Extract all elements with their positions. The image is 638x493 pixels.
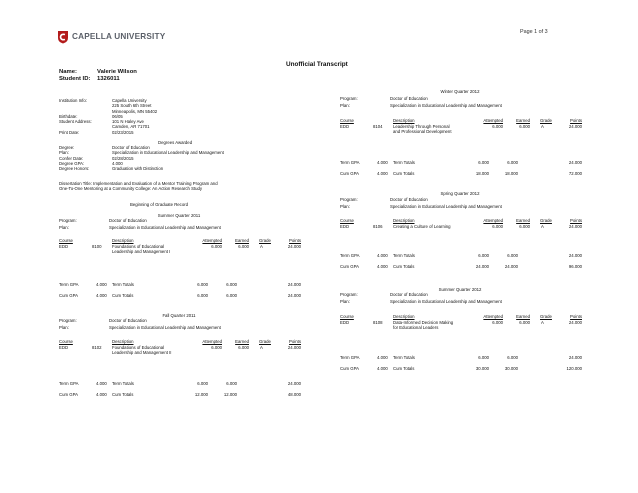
col-header-earned: Earned xyxy=(516,314,530,319)
cum-points: 48.000 xyxy=(287,392,301,397)
term-gpa-value: 4.000 xyxy=(377,253,388,258)
term-attempted: 6.000 xyxy=(478,355,489,360)
col-header-earned: Earned xyxy=(235,339,249,344)
degree-value: Doctor of Education xyxy=(112,145,150,150)
course-points: 24.000 xyxy=(568,124,582,129)
course-description: Foundations of Educational xyxy=(112,345,165,350)
course-number: 8102 xyxy=(92,345,102,350)
course-number: 8104 xyxy=(373,124,383,129)
term-gpa-value: 4.000 xyxy=(377,160,388,165)
course-attempted: 6.000 xyxy=(492,224,503,229)
cum-gpa-label: Cum GPA xyxy=(59,392,79,397)
course-earned: 6.000 xyxy=(519,224,530,229)
course-description: Leadership Through Personal xyxy=(393,124,450,129)
program-value: Doctor of Education xyxy=(390,292,428,297)
cum-gpa-label: Cum GPA xyxy=(340,264,360,269)
plan-value: Specialization in Educational Leadership and Management xyxy=(390,299,502,304)
cum-totals-label: Cum Totals xyxy=(393,171,415,176)
program-label: Program: xyxy=(340,96,358,101)
degree-value: Graduation with Distinction xyxy=(112,166,164,172)
birthdate-label: Birthdate: xyxy=(59,114,78,119)
plan-label: Plan: xyxy=(340,204,350,209)
cum-gpa-value: 4.000 xyxy=(96,392,107,397)
plan-value: Specialization in Educational Leadership and Management xyxy=(109,225,221,230)
cum-gpa-value: 4.000 xyxy=(377,171,388,176)
term-gpa-label: Term GPA xyxy=(340,355,360,360)
program-value: Doctor of Education xyxy=(109,218,147,223)
cum-attempted: 18.000 xyxy=(475,171,489,176)
term-totals-label: Term Totals xyxy=(112,381,134,386)
cum-points: 72.000 xyxy=(568,171,582,176)
degree-values xyxy=(112,145,224,171)
course-points: 24.000 xyxy=(287,345,301,350)
degree-label: Degree GPA: xyxy=(59,160,85,166)
transcript-title: Unofficial Transcript xyxy=(286,61,348,68)
col-header-course: Course xyxy=(340,314,354,319)
course-grade: A xyxy=(541,124,544,129)
term-gpa-value: 4.000 xyxy=(377,355,388,360)
term-totals-label: Term Totals xyxy=(393,253,415,258)
term-title: Summer Quarter 2011 xyxy=(157,213,201,218)
course-description-line2: for Educational Leaders xyxy=(393,325,439,331)
capella-logo-icon xyxy=(56,30,70,44)
term-attempted: 6.000 xyxy=(478,160,489,165)
term-points: 24.000 xyxy=(568,253,582,258)
cum-attempted: 12.000 xyxy=(194,392,208,397)
col-header-course: Course xyxy=(340,118,354,123)
col-header-course: Course xyxy=(59,339,73,344)
col-header-attempted: Attempted xyxy=(483,118,503,123)
program-value: Doctor of Education xyxy=(390,96,428,101)
cum-attempted: 24.000 xyxy=(475,264,489,269)
term-gpa-label: Term GPA xyxy=(59,282,79,287)
cum-earned: 30.000 xyxy=(504,366,518,371)
col-header-points: Points xyxy=(289,238,301,243)
term-gpa-label: Term GPA xyxy=(340,253,360,258)
col-header-attempted: Attempted xyxy=(202,238,222,243)
cum-totals-label: Cum Totals xyxy=(393,264,415,269)
plan-label: Plan: xyxy=(340,103,350,108)
degree-label: Confer Date: xyxy=(59,155,84,161)
page-number: Page 1 of 3 xyxy=(520,29,548,35)
cum-totals-label: Cum Totals xyxy=(112,392,134,397)
course-grade: A xyxy=(541,224,544,229)
course-subject: EDD xyxy=(340,224,350,229)
course-points: 24.000 xyxy=(568,224,582,229)
term-points: 24.000 xyxy=(287,282,301,287)
col-header-description: Description xyxy=(393,218,415,223)
cum-earned: 24.000 xyxy=(504,264,518,269)
col-header-earned: Earned xyxy=(516,118,530,123)
cum-attempted: 6.000 xyxy=(197,293,208,298)
course-attempted: 6.000 xyxy=(211,345,222,350)
print-date-value: 02/23/2015 xyxy=(112,130,134,135)
col-header-points: Points xyxy=(289,339,301,344)
cum-gpa-label: Cum GPA xyxy=(340,171,360,176)
col-header-description: Description xyxy=(112,339,134,344)
plan-value: Specialization in Educational Leadership and Management xyxy=(109,325,221,330)
col-header-grade: Grade xyxy=(259,339,271,344)
program-label: Program: xyxy=(59,318,77,323)
cum-earned: 6.000 xyxy=(226,293,237,298)
term-attempted: 6.000 xyxy=(197,282,208,287)
plan-value: Specialization in Educational Leadership and Management xyxy=(390,204,502,209)
term-attempted: 6.000 xyxy=(478,253,489,258)
course-number: 8106 xyxy=(373,224,383,229)
term-gpa-label: Term GPA xyxy=(340,160,360,165)
col-header-description: Description xyxy=(112,238,134,243)
term-points: 24.000 xyxy=(287,381,301,386)
course-description: Creating a Culture of Learning xyxy=(393,224,451,229)
degree-value: Specialization in Educational Leadership and Management xyxy=(112,150,224,156)
cum-points: 96.000 xyxy=(568,264,582,269)
course-grade: A xyxy=(260,345,263,350)
term-gpa-label: Term GPA xyxy=(59,381,79,386)
term-earned: 6.000 xyxy=(226,381,237,386)
col-header-grade: Grade xyxy=(259,238,271,243)
course-description: Data-Informed Decision Making xyxy=(393,320,454,325)
program-label: Program: xyxy=(59,218,77,223)
institution-line: Capella University xyxy=(112,98,147,103)
col-header-attempted: Attempted xyxy=(483,314,503,319)
dissertation-line: One-To-One Mentoring at a Community College: An Action Research Study xyxy=(59,186,203,192)
dissertation-line: Dissertation Title: Implementation and Evaluation of a Mentor Training Program and xyxy=(59,181,218,186)
col-header-earned: Earned xyxy=(235,238,249,243)
program-value: Doctor of Education xyxy=(109,318,147,323)
term-totals-label: Term Totals xyxy=(393,160,415,165)
degree-label: Plan: xyxy=(59,150,69,156)
cum-totals-label: Cum Totals xyxy=(393,366,415,371)
cum-gpa-label: Cum GPA xyxy=(59,293,79,298)
course-earned: 6.000 xyxy=(238,244,249,249)
term-totals-label: Term Totals xyxy=(393,355,415,360)
course-earned: 6.000 xyxy=(519,320,530,325)
course-earned: 6.000 xyxy=(238,345,249,350)
col-header-points: Points xyxy=(570,118,582,123)
col-header-points: Points xyxy=(570,314,582,319)
course-description-line2: Leadership and Management II xyxy=(112,350,172,356)
course-earned: 6.000 xyxy=(519,124,530,129)
term-points: 24.000 xyxy=(568,160,582,165)
term-totals-label: Term Totals xyxy=(112,282,134,287)
degree-value: 02/28/2015 xyxy=(112,155,134,161)
degree-label: Degree: xyxy=(59,145,75,150)
cum-totals-label: Cum Totals xyxy=(112,293,134,298)
course-number: 8108 xyxy=(373,320,383,325)
course-attempted: 6.000 xyxy=(492,320,503,325)
student-id-label: Student ID: xyxy=(59,76,91,83)
col-header-course: Course xyxy=(340,218,354,223)
course-grade: A xyxy=(260,244,263,249)
program-value: Doctor of Education xyxy=(390,197,428,202)
course-number: 8100 xyxy=(92,244,102,249)
address-line: Camden, AR 71701 xyxy=(112,124,150,130)
program-label: Program: xyxy=(340,292,358,297)
col-header-course: Course xyxy=(59,238,73,243)
cum-points: 120.000 xyxy=(566,366,582,371)
plan-label: Plan: xyxy=(59,325,69,330)
institution-line: 225 South 6th Street xyxy=(112,103,152,109)
institution-label: Institution Info: xyxy=(59,98,87,103)
course-subject: EDD xyxy=(59,345,69,350)
col-header-earned: Earned xyxy=(516,218,530,223)
term-earned: 6.000 xyxy=(507,355,518,360)
plan-label: Plan: xyxy=(340,299,350,304)
logo-text: CAPELLA UNIVERSITY xyxy=(72,32,166,41)
col-header-grade: Grade xyxy=(540,218,552,223)
cum-points: 24.000 xyxy=(287,293,301,298)
print-date-label: Print Date: xyxy=(59,130,80,135)
student-name: Valerie Wilson xyxy=(97,69,137,75)
term-title: Fall Quarter 2011 xyxy=(162,313,196,318)
col-header-attempted: Attempted xyxy=(483,218,503,223)
address-label: Student Address: xyxy=(59,119,92,124)
course-subject: EDD xyxy=(59,244,69,249)
degrees-heading: Degrees Awarded xyxy=(158,140,193,145)
plan-label: Plan: xyxy=(59,225,69,230)
course-description: Foundations of Educational xyxy=(112,244,165,249)
name-label: Name: xyxy=(59,69,78,75)
program-label: Program: xyxy=(340,197,358,202)
cum-attempted: 30.000 xyxy=(475,366,489,371)
course-attempted: 6.000 xyxy=(211,244,222,249)
institution-line: Minneapolis, MN 55402 xyxy=(112,108,158,114)
term-title: Spring Quarter 2012 xyxy=(440,191,480,196)
col-header-attempted: Attempted xyxy=(202,339,222,344)
course-points: 24.000 xyxy=(568,320,582,325)
cum-gpa-value: 4.000 xyxy=(377,366,388,371)
col-header-description: Description xyxy=(393,314,415,319)
col-header-grade: Grade xyxy=(540,314,552,319)
col-header-description: Description xyxy=(393,118,415,123)
course-description-line2: Leadership and Management I xyxy=(112,249,171,255)
term-title: Winter Quarter 2012 xyxy=(440,89,480,94)
term-attempted: 6.000 xyxy=(197,381,208,386)
term-title: Summer Quarter 2012 xyxy=(438,287,482,292)
term-gpa-value: 4.000 xyxy=(96,381,107,386)
course-subject: EDD xyxy=(340,320,350,325)
course-subject: EDD xyxy=(340,124,350,129)
course-points: 24.000 xyxy=(287,244,301,249)
col-header-grade: Grade xyxy=(540,118,552,123)
term-earned: 6.000 xyxy=(226,282,237,287)
col-header-points: Points xyxy=(570,218,582,223)
birthdate-value: 06/05 xyxy=(112,114,123,119)
student-identity xyxy=(59,68,137,84)
course-attempted: 6.000 xyxy=(492,124,503,129)
term-earned: 6.000 xyxy=(507,160,518,165)
degree-labels xyxy=(59,145,89,171)
course-grade: A xyxy=(541,320,544,325)
course-description-line2: and Professional Development xyxy=(393,129,452,135)
term-earned: 6.000 xyxy=(507,253,518,258)
institution-address xyxy=(112,98,157,114)
address-line: 101 N Haley Ave xyxy=(112,119,144,124)
graduate-record-heading: Beginning of Graduate Record xyxy=(130,202,189,207)
plan-value: Specialization in Educational Leadership and Management xyxy=(390,103,502,108)
cum-gpa-value: 4.000 xyxy=(377,264,388,269)
student-id: 1326011 xyxy=(97,76,120,83)
term-points: 24.000 xyxy=(568,355,582,360)
cum-gpa-label: Cum GPA xyxy=(340,366,360,371)
degree-label: Degree Honors: xyxy=(59,166,90,172)
cum-gpa-value: 4.000 xyxy=(96,293,107,298)
cum-earned: 18.000 xyxy=(504,171,518,176)
term-gpa-value: 4.000 xyxy=(96,282,107,287)
student-address xyxy=(112,119,150,130)
dissertation-title xyxy=(59,181,218,192)
cum-earned: 12.000 xyxy=(223,392,237,397)
degree-value: 4.000 xyxy=(112,160,123,166)
